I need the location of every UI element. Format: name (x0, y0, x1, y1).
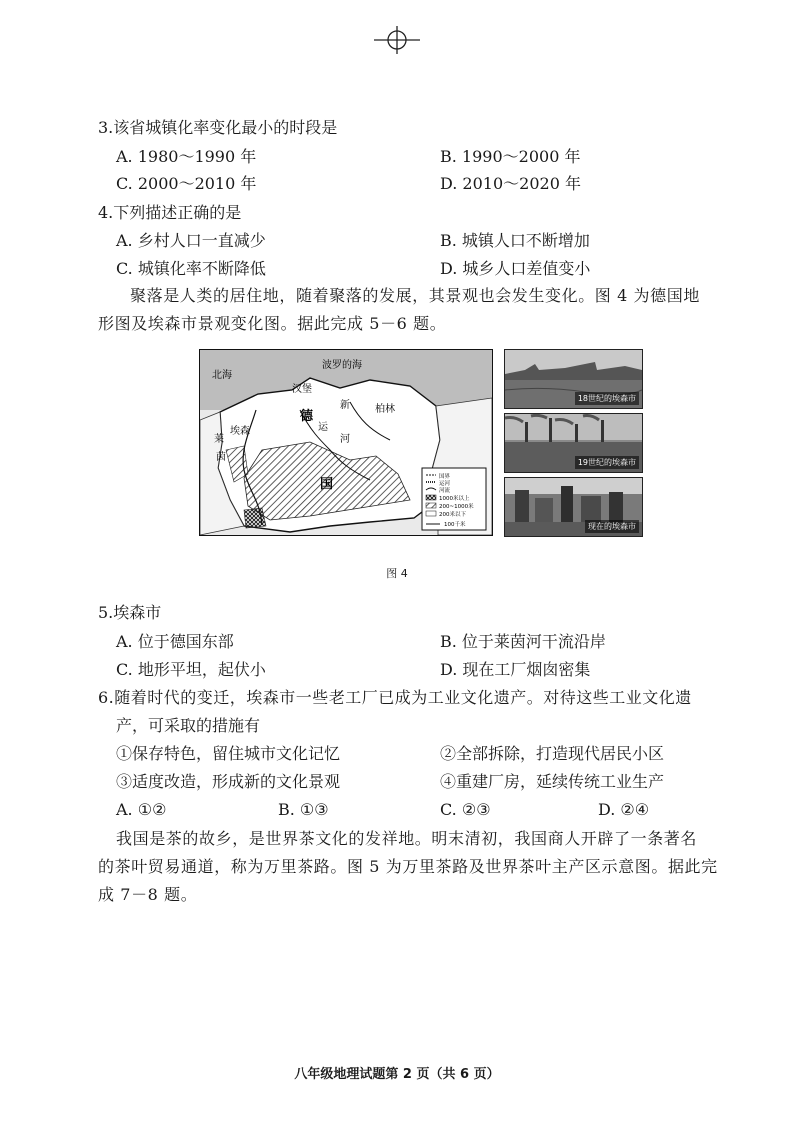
germany-terrain-map (199, 349, 493, 536)
q6-option-d: D. ②④ (598, 800, 650, 819)
q6-option-a: A. ①② (116, 800, 167, 819)
q6-statement-2: ②全部拆除，打造现代居民小区 (440, 744, 665, 763)
legend-river: 河流 (439, 488, 451, 494)
q3-option-a: A. 1980～1990 年 (116, 147, 257, 166)
photo-label-2: 19世纪的埃森市 (575, 456, 639, 469)
question-5-stem: 5.埃森市 (98, 603, 162, 622)
essen-landscape-photos (504, 349, 641, 537)
q4-option-a: A. 乡村人口一直减少 (116, 231, 266, 250)
label-yin: 茵 (216, 452, 226, 463)
label-de: 德 (300, 409, 314, 424)
label-yun: 运 (318, 422, 328, 433)
photo-label-3: 现在的埃森市 (585, 520, 639, 533)
q5-option-a: A. 位于德国东部 (116, 632, 234, 651)
q6-option-b: B. ①③ (278, 800, 329, 819)
legend-border: 国界 (439, 474, 451, 480)
q5-option-b: B. 位于莱茵河干流沿岸 (440, 632, 606, 651)
question-6-stem-line2: 产，可采取的措施有 (116, 716, 261, 735)
q4-option-c: C. 城镇化率不断降低 (116, 259, 266, 278)
intro-paragraph-5-6: 聚落是人类的居住地，随着聚落的发展，其景观也会发生变化。图 4 为德国地形图及埃森市景观变化图。据此完成 5－6 题。 (98, 286, 700, 333)
label-rhine: 莱 (214, 434, 224, 445)
q6-statement-1: ①保存特色，留住城市文化记忆 (116, 744, 341, 763)
question-6-stem-line1: 6.随着时代的变迁，埃森市一些老工厂已成为工业文化遗产。对待这些工业文化遗 (98, 688, 692, 707)
photo-essen-19th-century (504, 413, 643, 473)
label-baltic-sea: 波罗的海 (322, 360, 362, 371)
photo-essen-present (504, 477, 643, 537)
q6-statement-4: ④重建厂房，延续传统工业生产 (440, 772, 665, 791)
label-hamburg: 汉堡 (292, 384, 312, 395)
legend-200-1000: 200~1000米 (439, 504, 474, 510)
question-4-stem: 4.下列描述正确的是 (98, 203, 242, 222)
page-footer: 八年级地理试题第 2 页（共 6 页） (294, 1067, 500, 1082)
intro2-line2: 的茶叶贸易通道，称为万里茶路。图 5 为万里茶路及世界茶叶主产区示意图。据此完 (98, 857, 718, 876)
photo-label-1: 18世纪的埃森市 (575, 392, 639, 405)
legend-scale: 100千米 (444, 522, 466, 528)
label-north-sea: 北海 (212, 370, 232, 381)
legend-below-200: 200米以下 (439, 512, 466, 518)
q3-option-b: B. 1990～2000 年 (440, 147, 581, 166)
q6-statement-3: ③适度改造，形成新的文化景观 (116, 772, 341, 791)
q5-option-c: C. 地形平坦，起伏小 (116, 660, 266, 679)
registration-mark-icon (374, 26, 420, 54)
q4-option-b: B. 城镇人口不断增加 (440, 231, 590, 250)
figure-4-caption: 图 4 (386, 567, 408, 580)
legend-canal: 运河 (439, 481, 451, 487)
question-3-stem: 3.该省城镇化率变化最小的时段是 (98, 118, 338, 137)
q4-option-d: D. 城乡人口差值变小 (440, 259, 591, 278)
q6-option-c: C. ②③ (440, 800, 491, 819)
photo-essen-18th-century (504, 349, 643, 409)
label-berlin: 柏林 (375, 404, 395, 415)
intro2-line3: 成 7－8 题。 (98, 885, 198, 904)
intro2-line1: 我国是茶的故乡，是世界茶文化的发祥地。明末清初，我国商人开辟了一条著名 (116, 829, 698, 848)
q5-option-d: D. 现在工厂烟囱密集 (440, 660, 591, 679)
q3-option-c: C. 2000～2010 年 (116, 174, 257, 193)
label-river-he: 河 (340, 434, 350, 445)
label-essen: 埃森 (230, 426, 250, 437)
q3-option-d: D. 2010～2020 年 (440, 174, 581, 193)
label-guo: 国 (320, 477, 334, 492)
label-xin: 新 (340, 400, 350, 411)
legend-above-1000: 1000米以上 (439, 496, 470, 502)
